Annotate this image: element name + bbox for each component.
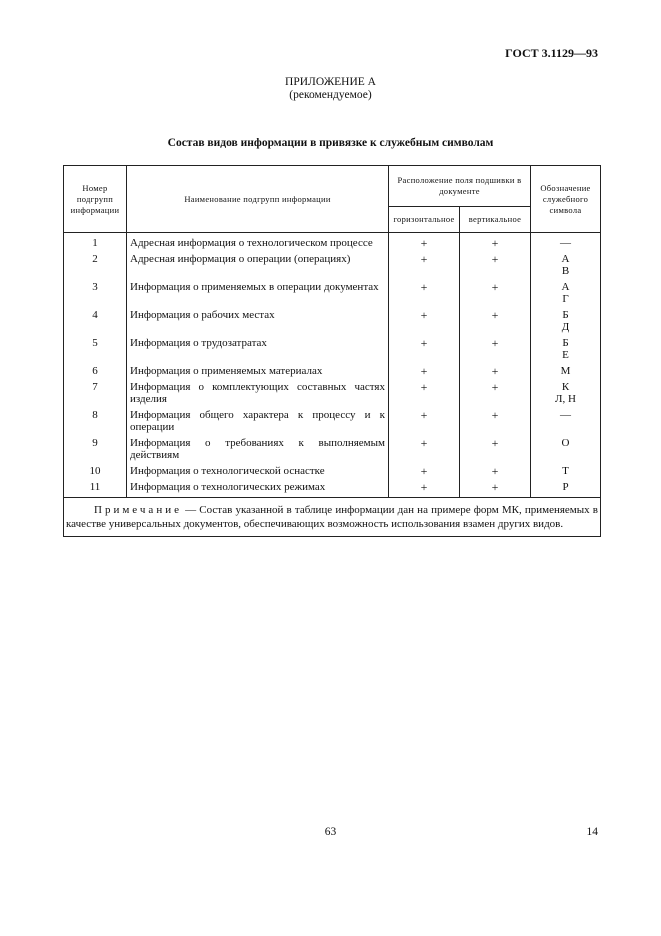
row-number: 11: [64, 479, 127, 498]
row-symbol: [531, 307, 601, 335]
row-name: Информация о технологических режимах: [127, 479, 389, 498]
row-symbol: [531, 463, 601, 479]
row-number: 4: [64, 307, 127, 335]
row-horizontal: +: [389, 233, 460, 252]
table-row: [64, 335, 601, 363]
table-row: [64, 463, 601, 479]
row-name: Адресная информация о технологическом процессе: [127, 233, 389, 252]
header-name: Наименование подгрупп информации: [127, 166, 389, 233]
row-vertical: +: [460, 479, 531, 498]
row-symbol: [531, 233, 601, 252]
row-vertical: +: [460, 279, 531, 307]
symbol-line: А: [561, 281, 570, 293]
note-label: Примечание: [94, 504, 182, 516]
row-name: Адресная информация о операции (операциях): [127, 251, 389, 279]
symbol-line: Г: [562, 293, 569, 305]
row-horizontal: +: [389, 307, 460, 335]
row-symbol: [531, 407, 601, 435]
header-vertical: вертикальное: [460, 207, 531, 233]
row-symbol: [531, 363, 601, 379]
row-horizontal: +: [389, 363, 460, 379]
symbol-line: М: [560, 365, 571, 377]
row-number: 9: [64, 435, 127, 463]
table-row: [64, 251, 601, 279]
table-caption: Состав видов информации в привязке к служебным символам: [167, 137, 494, 149]
row-number: 3: [64, 279, 127, 307]
row-horizontal: +: [389, 279, 460, 307]
symbol-line: Б: [562, 309, 569, 321]
header-horizontal: горизонтальное: [389, 207, 460, 233]
info-table: [63, 165, 601, 537]
row-name: Информация о применяемых материалах: [127, 363, 389, 379]
row-horizontal: +: [389, 379, 460, 407]
symbol-line: Б: [562, 337, 569, 349]
row-horizontal: +: [389, 251, 460, 279]
table-row: [64, 233, 601, 252]
symbol-line: О: [561, 437, 570, 449]
appendix-subtitle: (рекомендуемое): [289, 89, 372, 101]
table-row: [64, 279, 601, 307]
row-vertical: +: [460, 407, 531, 435]
row-horizontal: +: [389, 435, 460, 463]
header-symbol: Обозначение служебного символа: [531, 166, 601, 233]
row-symbol: [531, 435, 601, 463]
table-note: [64, 498, 601, 537]
row-name: Информация о требованиях к выполняемым действиям: [127, 435, 389, 463]
symbol-line: Л, Н: [555, 393, 576, 405]
row-number: 2: [64, 251, 127, 279]
page-number-center: 63: [324, 826, 337, 838]
symbol-line: К: [561, 381, 570, 393]
row-symbol: [531, 479, 601, 498]
row-symbol: [531, 251, 601, 279]
row-vertical: +: [460, 233, 531, 252]
table-row: [64, 379, 601, 407]
row-name: Информация о комплектующих составных частях изделия: [127, 379, 389, 407]
symbol-line: Е: [562, 349, 569, 361]
page-number-right: 14: [586, 826, 598, 838]
row-vertical: +: [460, 251, 531, 279]
row-horizontal: +: [389, 479, 460, 498]
header-number: Номер подгрупп информации: [64, 166, 127, 233]
appendix-heading: [0, 76, 661, 102]
symbol-line: —: [560, 237, 571, 249]
row-number: 5: [64, 335, 127, 363]
row-name: Информация о трудозатратах: [127, 335, 389, 363]
symbol-line: А: [561, 253, 570, 265]
table-row: [64, 307, 601, 335]
table-row: [64, 479, 601, 498]
row-horizontal: +: [389, 335, 460, 363]
standard-designation: ГОСТ 3.1129—93: [505, 46, 598, 60]
symbol-line: Р: [562, 481, 569, 493]
row-name: Информация о рабочих местах: [127, 307, 389, 335]
row-symbol: [531, 379, 601, 407]
row-number: 1: [64, 233, 127, 252]
row-number: 7: [64, 379, 127, 407]
appendix-title: ПРИЛОЖЕНИЕ А: [285, 76, 376, 88]
row-horizontal: +: [389, 407, 460, 435]
symbol-line: Д: [561, 321, 570, 333]
row-vertical: +: [460, 435, 531, 463]
row-vertical: +: [460, 335, 531, 363]
symbol-line: Т: [562, 465, 569, 477]
symbol-line: —: [560, 409, 571, 421]
row-name: Информация общего характера к процессу и к операции: [127, 407, 389, 435]
row-vertical: +: [460, 463, 531, 479]
header-location: Расположение поля подшивки в документе: [389, 166, 531, 207]
row-symbol: [531, 335, 601, 363]
table-row: [64, 363, 601, 379]
row-vertical: +: [460, 379, 531, 407]
row-name: Информация о применяемых в операции документах: [127, 279, 389, 307]
row-horizontal: +: [389, 463, 460, 479]
row-number: 6: [64, 363, 127, 379]
row-vertical: +: [460, 363, 531, 379]
note-text: — Состав указанной в таблице информации дан на примере форм МК, применяемых в качестве универсальных документов, обеспечивающих возможность использования взамен других видов.: [66, 504, 598, 530]
symbol-line: В: [561, 265, 570, 277]
row-name: Информация о технологической оснастке: [127, 463, 389, 479]
table-row: [64, 407, 601, 435]
row-number: 10: [64, 463, 127, 479]
row-symbol: [531, 279, 601, 307]
table-row: [64, 435, 601, 463]
row-vertical: +: [460, 307, 531, 335]
row-number: 8: [64, 407, 127, 435]
